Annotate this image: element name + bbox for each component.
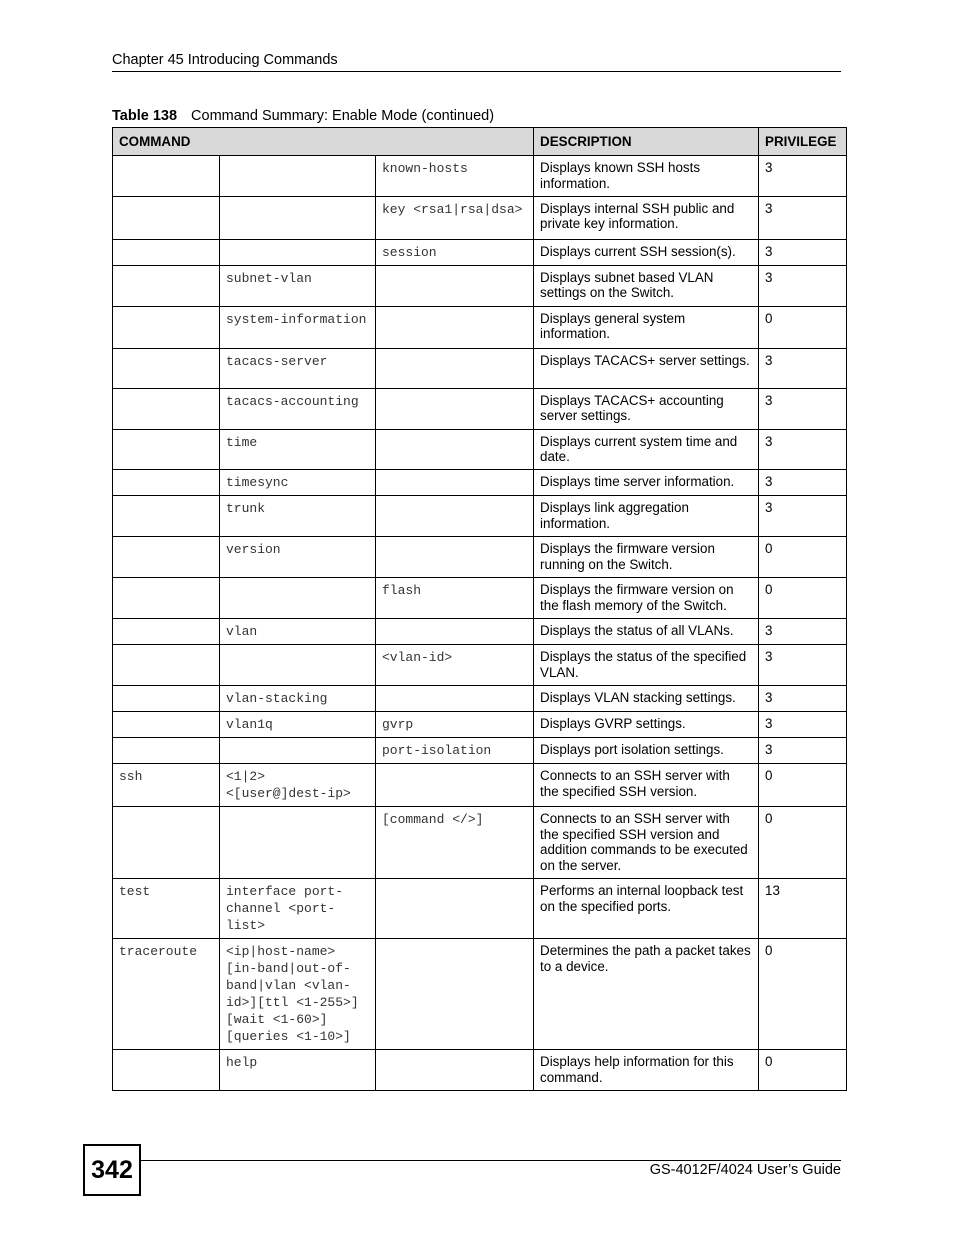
subcommand-cell	[220, 737, 376, 763]
option-cell	[376, 429, 534, 470]
description-cell: Performs an internal loopback test on the specified ports.	[534, 878, 759, 938]
subcommand-cell: timesync	[220, 470, 376, 496]
page-number: 342	[83, 1144, 141, 1196]
option-cell: session	[376, 239, 534, 265]
command-cell	[113, 1049, 220, 1090]
option-cell	[376, 348, 534, 388]
description-cell: Displays help information for this command.	[534, 1049, 759, 1090]
option-cell	[376, 388, 534, 429]
command-summary-table	[112, 127, 847, 1091]
privilege-cell: 3	[759, 239, 847, 265]
subcommand-cell	[220, 806, 376, 878]
description-cell: Displays TACACS+ accounting server settings.	[534, 388, 759, 429]
option-cell	[376, 306, 534, 348]
command-cell	[113, 239, 220, 265]
command-column-header: COMMAND	[113, 128, 534, 156]
option-cell: gvrp	[376, 711, 534, 737]
description-cell: Displays GVRP settings.	[534, 711, 759, 737]
subcommand-cell	[220, 644, 376, 685]
subcommand-cell: <ip|host-name> [in-band|out-of-band|vlan <vlan-id>][ttl <1-255>] [wait <1-60>] [queries <1-10>]	[220, 938, 376, 1049]
subcommand-cell	[220, 196, 376, 239]
description-cell: Displays TACACS+ server settings.	[534, 348, 759, 388]
option-cell: flash	[376, 577, 534, 618]
option-cell	[376, 265, 534, 306]
table-row	[113, 348, 847, 388]
subcommand-cell: interface port-channel <port-list>	[220, 878, 376, 938]
command-cell	[113, 618, 220, 644]
privilege-cell: 3	[759, 429, 847, 470]
privilege-cell: 0	[759, 537, 847, 578]
command-cell	[113, 265, 220, 306]
privilege-cell: 3	[759, 265, 847, 306]
description-cell: Displays known SSH hosts information.	[534, 156, 759, 197]
guide-title: GS-4012F/4024 User’s Guide	[649, 1162, 841, 1178]
option-cell	[376, 685, 534, 711]
privilege-cell: 3	[759, 196, 847, 239]
option-cell	[376, 496, 534, 537]
command-cell	[113, 348, 220, 388]
table-row	[113, 806, 847, 878]
chapter-header: Chapter 45 Introducing Commands	[112, 52, 841, 72]
table-row	[113, 196, 847, 239]
command-cell	[113, 685, 220, 711]
table-header-row	[113, 128, 847, 156]
description-cell: Displays the firmware version on the flash memory of the Switch.	[534, 577, 759, 618]
description-cell: Displays the status of the specified VLAN.	[534, 644, 759, 685]
command-cell	[113, 470, 220, 496]
command-cell	[113, 306, 220, 348]
description-column-header: DESCRIPTION	[534, 128, 759, 156]
description-cell: Displays link aggregation information.	[534, 496, 759, 537]
table-row	[113, 878, 847, 938]
command-cell	[113, 388, 220, 429]
table-row	[113, 618, 847, 644]
table-row	[113, 577, 847, 618]
table-title: Command Summary: Enable Mode (continued)	[191, 108, 495, 124]
subcommand-cell: version	[220, 537, 376, 578]
option-cell: key <rsa1|rsa|dsa>	[376, 196, 534, 239]
subcommand-cell: help	[220, 1049, 376, 1090]
command-cell	[113, 806, 220, 878]
subcommand-cell: time	[220, 429, 376, 470]
command-cell	[113, 644, 220, 685]
description-cell: Displays time server information.	[534, 470, 759, 496]
subcommand-cell: <1|2> <[user@]dest-ip>	[220, 763, 376, 806]
command-cell	[113, 537, 220, 578]
privilege-cell: 3	[759, 470, 847, 496]
table-row	[113, 737, 847, 763]
table-caption	[112, 108, 494, 124]
privilege-cell: 0	[759, 763, 847, 806]
table-row	[113, 429, 847, 470]
subcommand-cell	[220, 577, 376, 618]
table-row	[113, 470, 847, 496]
option-cell: port-isolation	[376, 737, 534, 763]
description-cell: Displays general system information.	[534, 306, 759, 348]
option-cell: [command </>]	[376, 806, 534, 878]
description-cell: Displays the status of all VLANs.	[534, 618, 759, 644]
subcommand-cell: subnet-vlan	[220, 265, 376, 306]
privilege-cell: 3	[759, 388, 847, 429]
command-cell	[113, 156, 220, 197]
privilege-cell: 3	[759, 156, 847, 197]
table-row	[113, 265, 847, 306]
description-cell: Displays internal SSH public and private key information.	[534, 196, 759, 239]
privilege-cell: 13	[759, 878, 847, 938]
table-row	[113, 644, 847, 685]
description-cell: Connects to an SSH server with the specified SSH version.	[534, 763, 759, 806]
table-row	[113, 938, 847, 1049]
table-row	[113, 537, 847, 578]
option-cell	[376, 763, 534, 806]
command-cell: traceroute	[113, 938, 220, 1049]
option-cell	[376, 878, 534, 938]
description-cell: Determines the path a packet takes to a device.	[534, 938, 759, 1049]
subcommand-cell: vlan1q	[220, 711, 376, 737]
table-row	[113, 388, 847, 429]
subcommand-cell: vlan	[220, 618, 376, 644]
option-cell	[376, 618, 534, 644]
command-cell: ssh	[113, 763, 220, 806]
subcommand-cell: trunk	[220, 496, 376, 537]
command-cell: test	[113, 878, 220, 938]
subcommand-cell: vlan-stacking	[220, 685, 376, 711]
command-cell	[113, 429, 220, 470]
table-row	[113, 239, 847, 265]
command-cell	[113, 711, 220, 737]
description-cell: Connects to an SSH server with the specified SSH version and addition commands to be executed on the server.	[534, 806, 759, 878]
privilege-cell: 0	[759, 806, 847, 878]
privilege-cell: 3	[759, 618, 847, 644]
table-body	[113, 156, 847, 1091]
privilege-cell: 0	[759, 938, 847, 1049]
option-cell	[376, 1049, 534, 1090]
description-cell: Displays subnet based VLAN settings on the Switch.	[534, 265, 759, 306]
table-row	[113, 496, 847, 537]
option-cell: <vlan-id>	[376, 644, 534, 685]
table-row	[113, 156, 847, 197]
description-cell: Displays the firmware version running on the Switch.	[534, 537, 759, 578]
option-cell: known-hosts	[376, 156, 534, 197]
footer-divider	[140, 1160, 841, 1161]
description-cell: Displays port isolation settings.	[534, 737, 759, 763]
description-cell: Displays VLAN stacking settings.	[534, 685, 759, 711]
privilege-cell: 0	[759, 577, 847, 618]
subcommand-cell: tacacs-accounting	[220, 388, 376, 429]
privilege-cell: 3	[759, 348, 847, 388]
option-cell	[376, 938, 534, 1049]
option-cell	[376, 537, 534, 578]
subcommand-cell	[220, 156, 376, 197]
command-cell	[113, 737, 220, 763]
table-row	[113, 1049, 847, 1090]
command-cell	[113, 496, 220, 537]
subcommand-cell	[220, 239, 376, 265]
command-cell	[113, 196, 220, 239]
privilege-cell: 3	[759, 737, 847, 763]
privilege-cell: 3	[759, 685, 847, 711]
privilege-column-header: PRIVILEGE	[759, 128, 847, 156]
table-row	[113, 763, 847, 806]
table-number: Table 138	[112, 108, 178, 124]
option-cell	[376, 470, 534, 496]
privilege-cell: 0	[759, 306, 847, 348]
table-row	[113, 711, 847, 737]
table-row	[113, 685, 847, 711]
privilege-cell: 3	[759, 711, 847, 737]
command-cell	[113, 577, 220, 618]
subcommand-cell: system-information	[220, 306, 376, 348]
subcommand-cell: tacacs-server	[220, 348, 376, 388]
table-row	[113, 306, 847, 348]
description-cell: Displays current system time and date.	[534, 429, 759, 470]
privilege-cell: 3	[759, 496, 847, 537]
privilege-cell: 3	[759, 644, 847, 685]
privilege-cell: 0	[759, 1049, 847, 1090]
description-cell: Displays current SSH session(s).	[534, 239, 759, 265]
